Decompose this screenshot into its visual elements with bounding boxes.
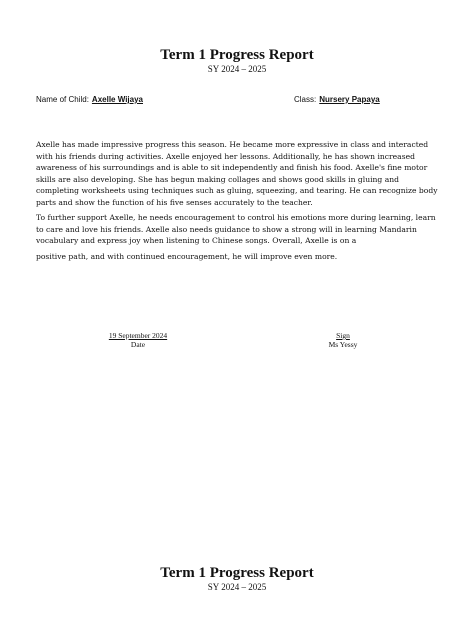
class-label: Class: bbox=[294, 95, 317, 104]
child-name-label: Name of Child: bbox=[36, 95, 89, 104]
sign-value: Sign bbox=[336, 331, 350, 340]
teacher-name: Ms Yessy bbox=[328, 340, 358, 349]
class-value: Nursery Papaya bbox=[319, 95, 380, 104]
date-signature-block bbox=[88, 331, 188, 349]
date-label: Date bbox=[130, 340, 146, 349]
next-page-title: Term 1 Progress Report bbox=[160, 565, 314, 581]
progress-paragraph-1: Axelle has made impressive progress this season. He became more expressive in class and interacted with his friends during activities. Axelle enjoyed her lessons. Additionally, he has shown increased awareness of his surroundings and is able to sit independently and finish his food. Axelle's fine motor skills are also developing. She has begun making collages and shows good skills in gluing and completing worksheets using techniques such as gluing, squeezing, and tearing. He can recognize body parts and show the function of his five senses accurately to the teacher. bbox=[36, 140, 438, 207]
child-name-value: Axelle Wijaya bbox=[91, 95, 143, 104]
progress-paragraph-2: To further support Axelle, he needs encouragement to control his emotions more during learning, learn to care and love his friends. Axelle also needs guidance to show a strong will in learning Mandarin vocabulary and express joy when listening to Chinese songs. Overall, Axelle is on a bbox=[36, 213, 436, 245]
child-name-field bbox=[36, 95, 143, 104]
report-title: Term 1 Progress Report bbox=[160, 47, 314, 63]
progress-paragraph-3: positive path, and with continued encouragement, he will improve even more. bbox=[36, 252, 338, 261]
teacher-signature-block bbox=[303, 331, 383, 349]
school-year: SY 2024 – 2025 bbox=[207, 64, 267, 74]
next-page-school-year: SY 2024 – 2025 bbox=[207, 582, 267, 592]
class-field bbox=[294, 95, 380, 104]
date-value: 19 September 2024 bbox=[108, 331, 168, 340]
